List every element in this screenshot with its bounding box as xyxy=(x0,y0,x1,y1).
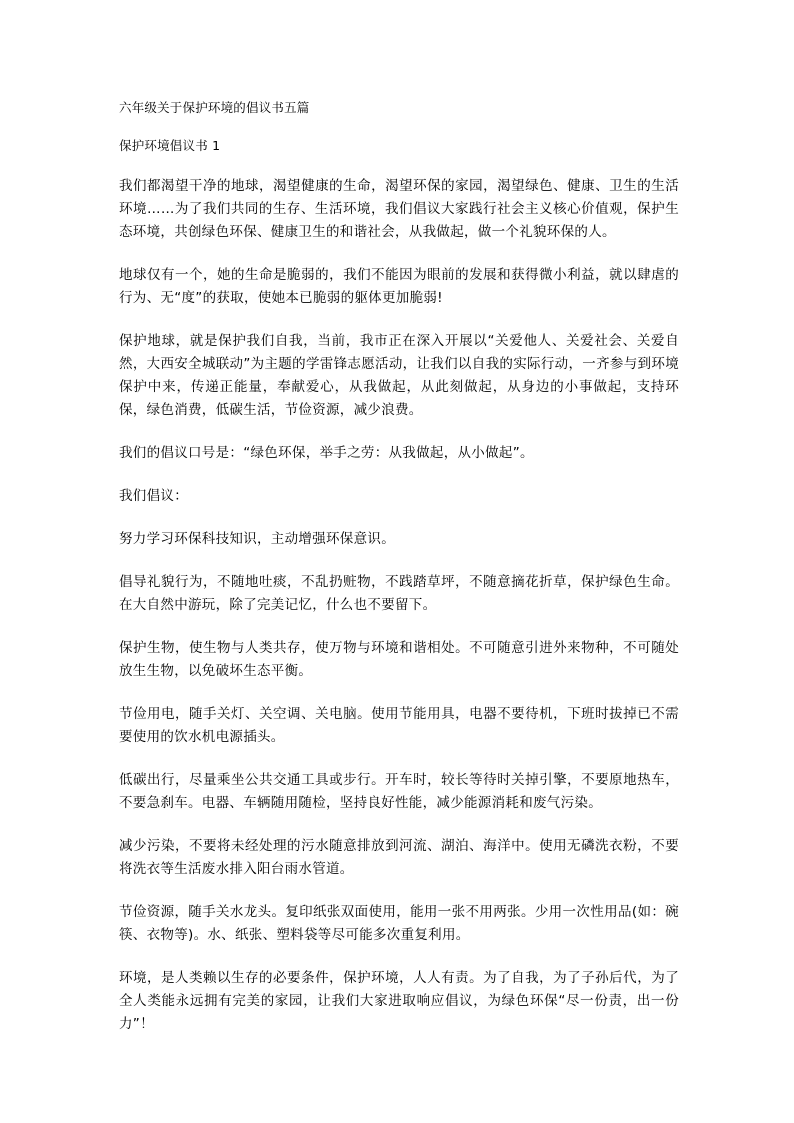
paragraph-protect: 保护地球，就是保护我们自我，当前，我市正在深入开展以“关爱他人、关爱社会、关爱自然，大西安全城联动”为主题的学雷锋志愿活动，让我们以自我的实际行动，一齐参与到环境保护中来，传递正能量，奉献爱心，从我做起，从此刻做起，从身边的小事做起，支持环保，绿色消费，低碳生活，节俭资源，减少浪费。 xyxy=(119,333,679,418)
paragraph-resources: 节俭资源，随手关水龙头。复印纸张双面使用，能用一张不用两张。少用一次性用品(如：碗筷、衣物等)。水、纸张、塑料袋等尽可能多次重复利用。 xyxy=(119,904,679,943)
paragraph-intro: 我们都渴望干净的地球，渴望健康的生命，渴望环保的家园，渴望绿色、健康、卫生的生活环境……为了我们共同的生存、生活环境，我们倡议大家践行社会主义核心价值观，保护生态环境，共创绿色环保、健康卫生的和谐社会，从我做起，做一个礼貌环保的人。 xyxy=(119,178,679,240)
paragraph-learn: 努力学习环保科技知识，主动增强环保意识。 xyxy=(119,531,395,547)
paragraph-proposal-heading: 我们倡议： xyxy=(119,488,188,504)
document-title: 六年级关于保护环境的倡议书五篇 xyxy=(119,100,310,115)
paragraph-earth: 地球仅有一个，她的生命是脆弱的，我们不能因为眼前的发展和获得微小利益，就以肆虐的行为、无“度”的获取，使她本已脆弱的躯体更加脆弱! xyxy=(119,267,679,306)
paragraph-electricity: 节俭用电，随手关灯、关空调、关电脑。使用节能用具，电器不要待机，下班时拔掉已不需要使用的饮水机电源插头。 xyxy=(119,706,679,745)
paragraph-low-carbon: 低碳出行，尽量乘坐公共交通工具或步行。开车时，较长等待时关掉引擎，不要原地热车，不要急刹车。电器、车辆随用随检，坚持良好性能，减少能源消耗和废气污染。 xyxy=(119,772,679,811)
section-title: 保护环境倡议书 1 xyxy=(119,138,221,153)
paragraph-conclusion: 环境，是人类赖以生存的必要条件，保护环境，人人有责。为了自我，为了子孙后代，为了全人类能永远拥有完美的家园，让我们大家进取响应倡议，为绿色环保“尽一份责，出一份力”！ xyxy=(119,970,679,1032)
paragraph-biology: 保护生物，使生物与人类共存，使万物与环境和谐相处。不可随意引进外来物种，不可随处放生生物，以免破坏生态平衡。 xyxy=(119,640,679,679)
document-body xyxy=(119,99,679,1056)
paragraph-slogan: 我们的倡议口号是：“绿色环保，举手之劳：从我做起，从小做起”。 xyxy=(119,445,534,461)
paragraph-pollution: 减少污染，不要将未经处理的污水随意排放到河流、湖泊、海洋中。使用无磷洗衣粉，不要将洗衣等生活废水排入阳台雨水管道。 xyxy=(119,838,679,877)
paragraph-civility: 倡导礼貌行为，不随地吐痰，不乱扔赃物，不践踏草坪，不随意摘花折草，保护绿色生命。在大自然中游玩，除了完美记忆，什么也不要留下。 xyxy=(119,574,679,613)
